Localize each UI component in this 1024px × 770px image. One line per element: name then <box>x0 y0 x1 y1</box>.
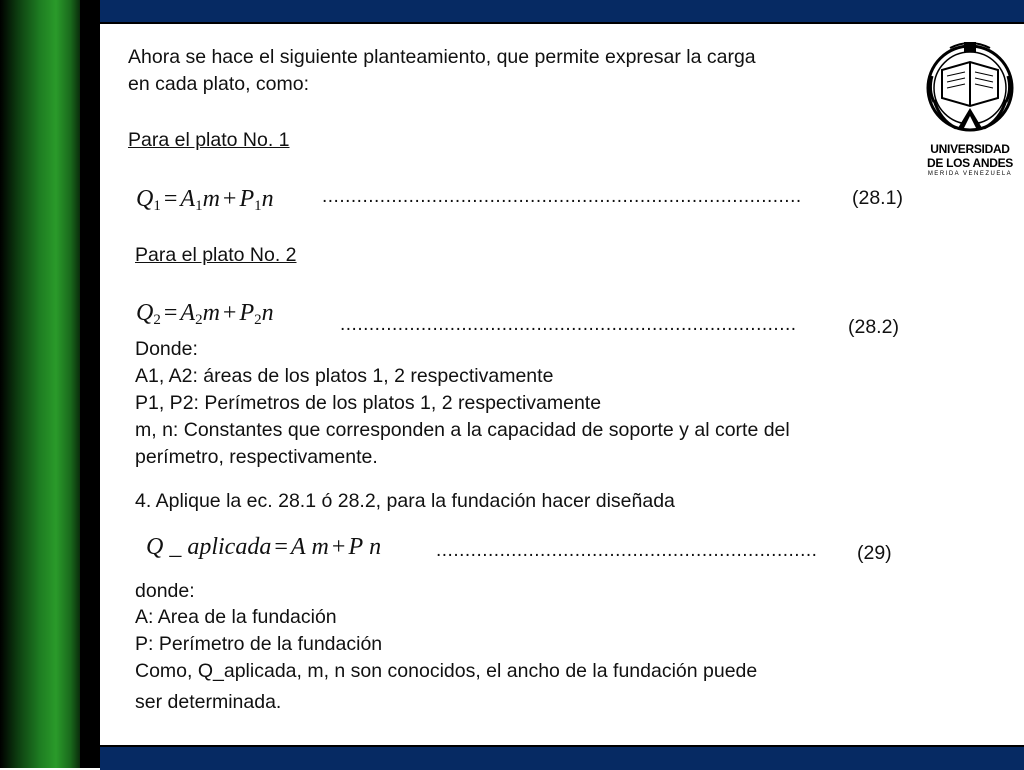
eq2-equals: = <box>163 300 178 326</box>
eq3-leader-dots: .................................................................. <box>436 540 818 561</box>
eq2-a-sub: 2 <box>195 312 203 328</box>
eq1-n: n <box>261 186 274 212</box>
eq2-m: m <box>202 300 220 326</box>
definitions-title: Donde: <box>135 338 198 360</box>
eq1-a: A <box>180 186 196 212</box>
left-black-separator <box>80 0 100 768</box>
definition2-line-1: A: Area de la fundación <box>135 606 337 628</box>
eq1-plus: + <box>222 186 237 212</box>
plate2-heading: Para el plato No. 2 <box>135 244 297 266</box>
eq2-a: A <box>180 300 196 326</box>
eq3-n: n <box>369 534 382 560</box>
definition-line-2: P1, P2: Perímetros de los platos 1, 2 respectivamente <box>135 392 602 414</box>
intro-line-2: en cada plato, como: <box>128 73 310 95</box>
logo-name-line-1: UNIVERSIDAD <box>930 142 1010 156</box>
eq1-number: (28.1) <box>852 187 903 209</box>
definition2-line-4: ser determinada. <box>135 691 282 713</box>
definition-line-4: perímetro, respectivamente. <box>135 446 378 468</box>
eq1-q-sub: 1 <box>153 198 161 214</box>
university-seal-icon <box>920 40 1020 140</box>
university-logo <box>920 40 1020 190</box>
intro-line-1: Ahora se hace el siguiente planteamiento, que permite expresar la carga <box>128 46 756 68</box>
eq2-n: n <box>261 300 274 326</box>
left-decorative-bar <box>0 0 80 768</box>
eq1-a-sub: 1 <box>195 198 203 214</box>
eq1-equals: = <box>163 186 178 212</box>
eq3-p: P <box>348 534 364 560</box>
eq3-equals: = <box>274 534 288 560</box>
eq2-plus: + <box>222 300 237 326</box>
eq2-q: Q <box>136 300 154 326</box>
logo-name-line-2: DE LOS ANDES <box>927 156 1013 170</box>
definition2-line-3: Como, Q_aplicada, m, n son conocidos, el ancho de la fundación puede <box>135 660 758 682</box>
eq1-p: P <box>239 186 255 212</box>
plate1-heading: Para el plato No. 1 <box>128 129 290 151</box>
eq3-a: A <box>290 534 306 560</box>
equation-28-2 <box>136 300 274 329</box>
bottom-banner-bar <box>100 745 1024 770</box>
logo-city: MERIDA VENEZUELA <box>927 171 1013 177</box>
eq3-plus: + <box>331 534 346 560</box>
equation-28-1 <box>136 186 274 215</box>
eq2-leader-dots: ............................................................................... <box>340 314 797 335</box>
eq1-m: m <box>202 186 220 212</box>
eq2-p: P <box>239 300 255 326</box>
definition-line-1: A1, A2: áreas de los platos 1, 2 respectivamente <box>135 365 554 387</box>
equation-29 <box>146 534 381 561</box>
eq2-number: (28.2) <box>848 316 899 338</box>
definitions2-title: donde: <box>135 580 195 602</box>
definition2-line-2: P: Perímetro de la fundación <box>135 633 383 655</box>
eq1-p-sub: 1 <box>254 198 262 214</box>
eq2-p-sub: 2 <box>254 312 262 328</box>
top-banner-bar <box>100 0 1024 24</box>
eq1-q: Q <box>136 186 154 212</box>
definition-line-3: m, n: Constantes que corresponden a la capacidad de soporte y al corte del <box>135 419 790 441</box>
step4-text: 4. Aplique la ec. 28.1 ó 28.2, para la fundación hacer diseñada <box>135 490 675 512</box>
eq3-number: (29) <box>857 542 892 564</box>
eq3-m: m <box>311 534 329 560</box>
eq3-q-aplicada: Q _ aplicada <box>146 534 272 560</box>
eq1-leader-dots: ................................................................................... <box>322 186 802 207</box>
eq2-q-sub: 2 <box>153 312 161 328</box>
